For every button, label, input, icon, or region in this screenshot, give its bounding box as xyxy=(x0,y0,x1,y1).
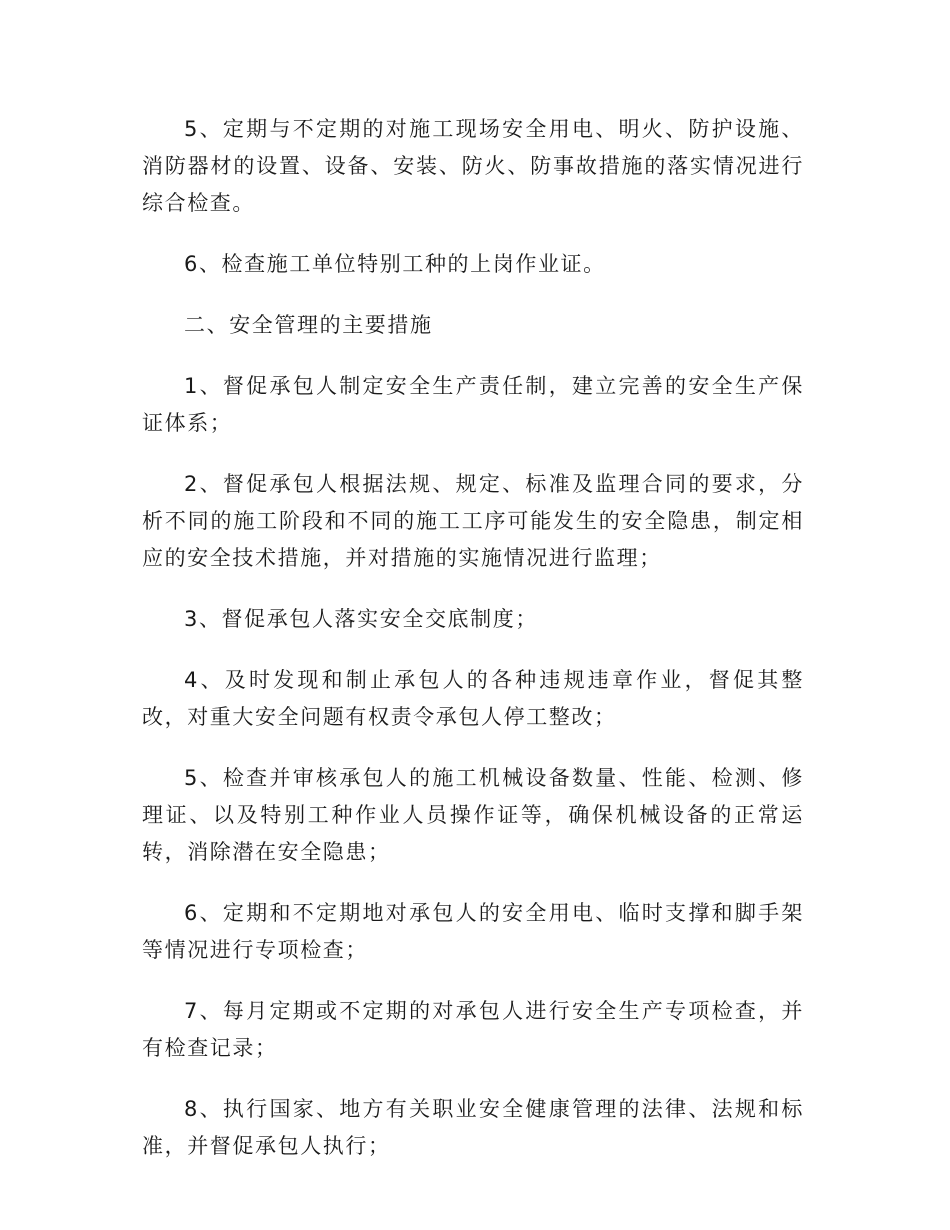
paragraph-measure-5: 5、检查并审核承包人的施工机械设备数量、性能、检测、修理证、以及特别工种作业人员操作证等，确保机械设备的正常运转，消除潜在安全隐患； xyxy=(142,766,804,864)
section-heading-main-measures: 二、安全管理的主要措施 xyxy=(184,313,433,337)
paragraph-measure-7: 7、每月定期或不定期的对承包人进行安全生产专项检查，并有检查记录； xyxy=(142,999,804,1060)
paragraph-measure-2: 2、督促承包人根据法规、规定、标准及监理合同的要求，分析不同的施工阶段和不同的施工工序可能发生的安全隐患，制定相应的安全技术措施，并对措施的实施情况进行监理； xyxy=(142,472,804,570)
paragraph-measure-3: 3、督促承包人落实安全交底制度； xyxy=(184,607,538,631)
paragraph-measure-8: 8、执行国家、地方有关职业安全健康管理的法律、法规和标准，并督促承包人执行； xyxy=(142,1097,804,1158)
document-body xyxy=(142,111,804,1165)
paragraph-item-6-certificates: 6、检查施工单位特别工种的上岗作业证。 xyxy=(184,252,606,276)
paragraph-item-5-inspection: 5、定期与不定期的对施工现场安全用电、明火、防护设施、消防器材的设置、设备、安装、防火、防事故措施的落实情况进行综合检查。 xyxy=(142,117,804,215)
paragraph-measure-6: 6、定期和不定期地对承包人的安全用电、临时支撑和脚手架等情况进行专项检查； xyxy=(142,901,804,962)
paragraph-measure-1: 1、督促承包人制定安全生产责任制，建立完善的安全生产保证体系； xyxy=(142,374,804,435)
paragraph-measure-4: 4、及时发现和制止承包人的各种违规违章作业，督促其整改，对重大安全问题有权责令承包人停工整改； xyxy=(142,668,804,729)
